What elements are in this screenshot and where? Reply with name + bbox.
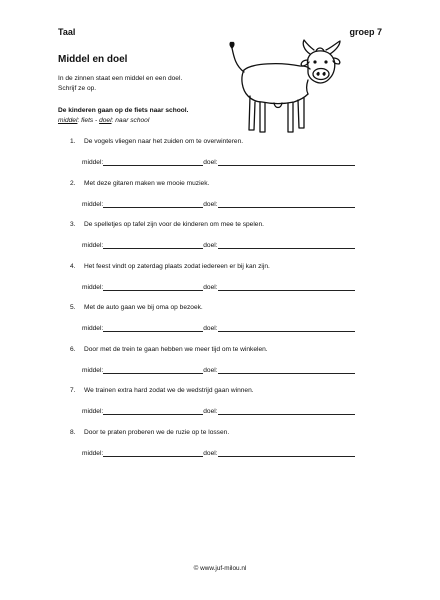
instruction-line-1: In de zinnen staat een middel en een doel. xyxy=(58,75,183,82)
exercise-number: 8. xyxy=(70,428,76,436)
example-doel-label: doel xyxy=(99,117,112,124)
doel-label: doel: xyxy=(203,325,218,332)
exercise-number: 3. xyxy=(70,221,76,228)
exercise-question xyxy=(70,304,370,311)
answer-row xyxy=(82,324,355,332)
middel-answer-line[interactable] xyxy=(103,407,203,415)
exercise-item xyxy=(70,138,370,166)
example-middel-label: middel xyxy=(58,117,78,124)
grade-label: groep 7 xyxy=(349,27,382,37)
exercise-sentence: De vogels vliegen naar het zuiden om te overwinteren. xyxy=(84,138,244,145)
copyright-footer: © www.juf-milou.nl xyxy=(193,565,247,572)
exercise-item xyxy=(70,387,370,415)
answer-row xyxy=(82,200,355,208)
example-doel-value: : naar school xyxy=(111,117,150,124)
example-sentence: De kinderen gaan op de fiets naar school. xyxy=(58,107,189,114)
answer-row xyxy=(82,241,355,249)
exercise-sentence: Het feest vindt op zaterdag plaats zodat iedereen er bij kan zijn. xyxy=(84,262,270,270)
exercise-sentence: Met de auto gaan we bij oma op bezoek. xyxy=(84,304,203,311)
doel-label: doel: xyxy=(203,449,218,457)
doel-answer-line[interactable] xyxy=(218,366,355,374)
middel-answer-line[interactable] xyxy=(103,366,203,374)
doel-answer-line[interactable] xyxy=(218,449,355,457)
exercise-number: 6. xyxy=(70,345,76,353)
exercise-item xyxy=(70,179,370,208)
exercise-item xyxy=(70,428,370,457)
middel-answer-line[interactable] xyxy=(103,200,203,208)
middel-label: middel: xyxy=(82,283,104,291)
exercise-question xyxy=(70,138,370,145)
exercise-sentence: Door met de trein te gaan hebben we meer tijd om te winkelen. xyxy=(84,345,268,353)
doel-answer-line[interactable] xyxy=(218,158,355,166)
doel-answer-line[interactable] xyxy=(218,241,355,249)
doel-answer-line[interactable] xyxy=(218,324,355,332)
subject-label: Taal xyxy=(58,27,76,37)
middel-label: middel: xyxy=(82,366,104,374)
exercise-number: 2. xyxy=(70,179,76,187)
exercise-question xyxy=(70,180,370,187)
exercise-question xyxy=(70,387,370,394)
instructions xyxy=(58,74,228,94)
exercise-item xyxy=(70,221,370,249)
exercise-question xyxy=(70,263,370,270)
exercise-number: 1. xyxy=(70,138,76,145)
middel-answer-line[interactable] xyxy=(103,449,203,457)
answer-row xyxy=(82,283,355,291)
answer-row xyxy=(82,407,355,415)
middel-answer-line[interactable] xyxy=(103,241,203,249)
answer-row xyxy=(82,449,355,457)
instruction-line-2: Schrijf ze op. xyxy=(58,85,97,92)
middel-label: middel: xyxy=(82,200,104,208)
exercise-number: 7. xyxy=(70,387,76,394)
doel-label: doel: xyxy=(203,159,218,166)
middel-label: middel: xyxy=(82,325,104,332)
exercise-number: 4. xyxy=(70,262,76,270)
doel-label: doel: xyxy=(203,242,218,249)
exercise-sentence: We trainen extra hard zodat we de wedstrijd gaan winnen. xyxy=(84,387,254,394)
doel-answer-line[interactable] xyxy=(218,407,355,415)
answer-row xyxy=(82,158,355,166)
exercise-item xyxy=(70,262,370,291)
middel-label: middel: xyxy=(82,449,104,457)
exercise-sentence: De spelletjes op tafel zijn voor de kinderen om mee te spelen. xyxy=(84,221,264,228)
exercise-sentence: Door te praten proberen we de ruzie op te lossen. xyxy=(84,428,230,436)
example-middel-value: : fiets - xyxy=(77,117,100,124)
doel-answer-line[interactable] xyxy=(218,200,355,208)
exercise-number: 5. xyxy=(70,304,76,311)
middel-answer-line[interactable] xyxy=(103,283,203,291)
middel-label: middel: xyxy=(82,408,104,415)
middel-label: middel: xyxy=(82,242,104,249)
middel-answer-line[interactable] xyxy=(103,158,203,166)
worksheet-title: Middel en doel xyxy=(58,54,128,65)
doel-label: doel: xyxy=(203,200,218,208)
exercise-question xyxy=(70,221,370,228)
middel-answer-line[interactable] xyxy=(103,324,203,332)
exercise-item xyxy=(70,304,370,332)
doel-label: doel: xyxy=(203,283,218,291)
doel-label: doel: xyxy=(203,366,218,374)
answer-row xyxy=(82,366,355,374)
exercise-question xyxy=(70,346,370,353)
doel-answer-line[interactable] xyxy=(218,283,355,291)
exercise-sentence: Met deze gitaren maken we mooie muziek. xyxy=(84,179,210,187)
exercise-question xyxy=(70,429,370,436)
exercise-item xyxy=(70,345,370,374)
cow-icon xyxy=(222,36,346,136)
doel-label: doel: xyxy=(203,408,218,415)
middel-label: middel: xyxy=(82,159,104,166)
